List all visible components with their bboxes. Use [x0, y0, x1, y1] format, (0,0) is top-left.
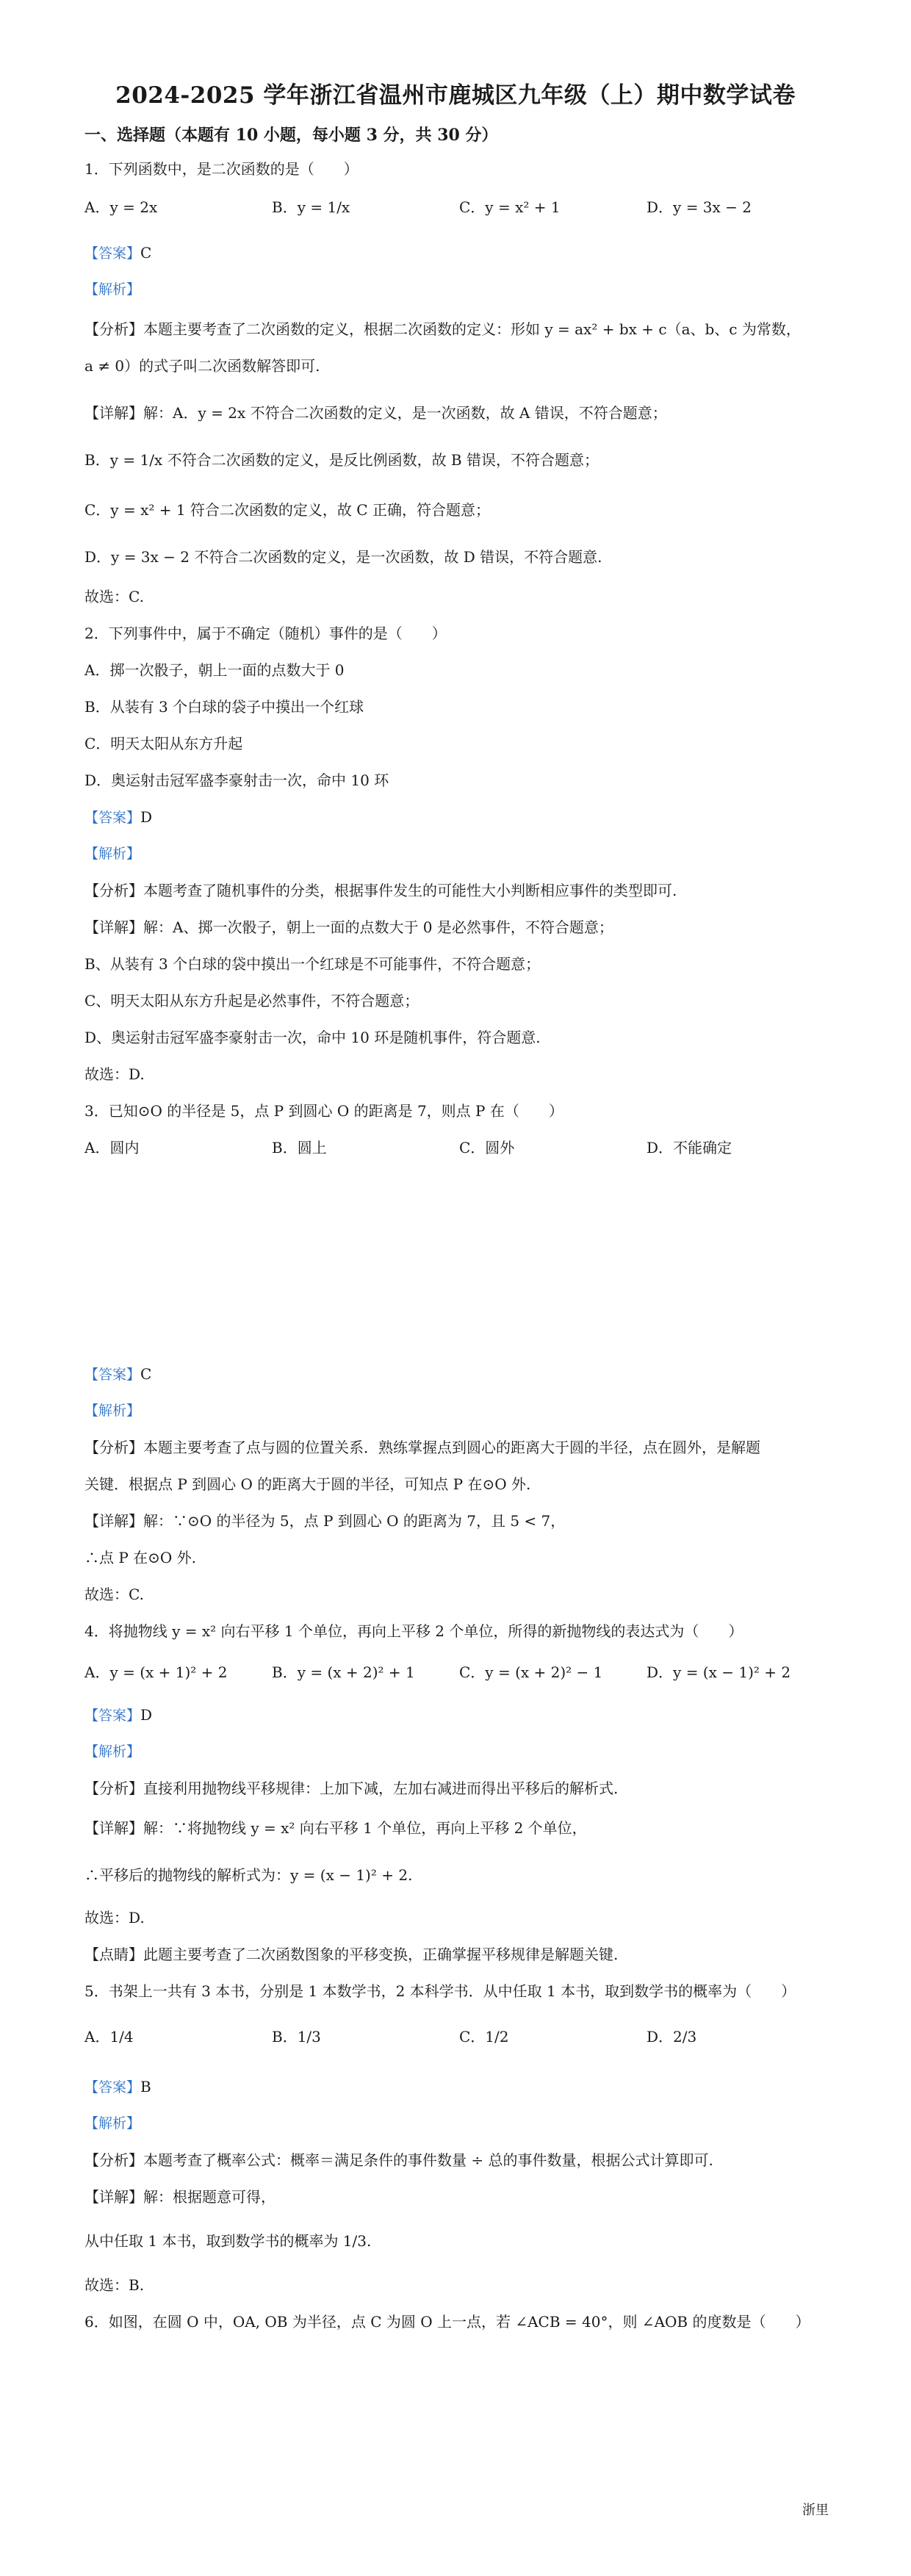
q5-option-c: C．1/2	[459, 2028, 509, 2046]
q3-option-d: D．不能确定	[647, 1139, 732, 1156]
q2-analysis-label: 【解析】	[84, 846, 141, 862]
q2-answer	[84, 807, 152, 828]
q4-option-c: C．y = (x + 2)² − 1	[459, 1663, 603, 1681]
q3-answer	[84, 1364, 151, 1385]
q1-detail: 【详解】解：A．y = 2x 不符合二次函数的定义，是一次函数，故 A 错误，不符合题意；	[84, 404, 667, 422]
q4-therefore: ∴平移后的抛物线的解析式为：y = (x − 1)² + 2.	[84, 1866, 413, 1884]
q1-fenxi-line2: a ≠ 0）的式子叫二次函数解答即可.	[84, 357, 320, 375]
q4-analysis-label: 【解析】	[84, 1744, 141, 1760]
answer-label: 【答案】	[84, 1367, 141, 1383]
q5-option-a: A．1/4	[84, 2028, 134, 2046]
q5-options	[84, 2026, 841, 2047]
q3-options	[84, 1137, 841, 1158]
q5-detail: 【详解】解：根据题意可得，	[84, 2188, 276, 2206]
q1-answer-value: C	[140, 244, 152, 262]
q3-fenxi-line1: 【分析】本题主要考查了点与圆的位置关系．熟练掌握点到圆心的距离大于圆的半径，点在圆外，是解题	[84, 1439, 760, 1456]
q5-option-d: D．2/3	[647, 2028, 697, 2046]
q3-fenxi-line2: 关键．根据点 P 到圆心 O 的距离大于圆的半径，可知点 P 在⊙O 外.	[84, 1475, 531, 1493]
q1-option-a: A．y = 2x	[84, 198, 158, 216]
q1-detail-c: C．y = x² + 1 符合二次函数的定义，故 C 正确，符合题意；	[84, 501, 490, 519]
q4-choose: 故选：D.	[84, 1909, 145, 1926]
q2-option-a: A．掷一次骰子，朝上一面的点数大于 0	[84, 661, 345, 679]
q4-option-d: D．y = (x − 1)² + 2	[647, 1663, 791, 1681]
q4-option-b: B．y = (x + 2)² + 1	[272, 1663, 415, 1681]
q5-option-b: B．1/3	[272, 2028, 321, 2046]
q5-fenxi: 【分析】本题考查了概率公式：概率＝满足条件的事件数量 ÷ 总的事件数量，根据公式计算即可.	[84, 2151, 713, 2169]
q1-stem: 1．下列函数中，是二次函数的是（ ）	[84, 160, 359, 178]
answer-label: 【答案】	[84, 810, 141, 826]
q2-option-b: B．从装有 3 个白球的袋子中摸出一个红球	[84, 698, 364, 716]
q5-answer-value: B	[140, 2078, 151, 2095]
q3-stem: 3．已知⊙O 的半径是 5，点 P 到圆心 O 的距离是 7，则点 P 在（ ）	[84, 1102, 563, 1120]
q4-options	[84, 1662, 841, 1683]
q4-fenxi: 【分析】直接利用抛物线平移规律：上加下减，左加右减进而得出平移后的解析式.	[84, 1780, 619, 1797]
section-heading: 一、选择题（本题有 10 小题，每小题 3 分，共 30 分）	[84, 126, 498, 145]
q6-stem: 6．如图，在圆 O 中，OA, OB 为半径，点 C 为圆 O 上一点，若 ∠ACB = 40°，则 ∠AOB 的度数是（ ）	[84, 2313, 810, 2331]
q3-analysis-label: 【解析】	[84, 1403, 141, 1419]
q1-analysis-label: 【解析】	[84, 281, 141, 298]
q1-fenxi-line1: 【分析】本题主要考查了二次函数的定义，根据二次函数的定义：形如 y = ax² + bx + c（a、b、c 为常数，	[84, 320, 801, 338]
q4-detail: 【详解】解：∵将抛物线 y = x² 向右平移 1 个单位，再向上平移 2 个单位，	[84, 1819, 587, 1837]
q5-stem: 5．书架上一共有 3 本书，分别是 1 本数学书，2 本科学书．从中任取 1 本书，取到数学书的概率为（ ）	[84, 1982, 796, 2000]
q5-result: 从中任取 1 本书，取到数学书的概率为 1/3.	[84, 2232, 372, 2250]
q2-option-c: C．明天太阳从东方升起	[84, 735, 243, 752]
q5-answer	[84, 2076, 151, 2098]
q1-detail-b: B．y = 1/x 不符合二次函数的定义，是反比例函数，故 B 错误，不符合题意；	[84, 451, 599, 469]
q2-fenxi: 【分析】本题考查了随机事件的分类，根据事件发生的可能性大小判断相应事件的类型即可.	[84, 882, 677, 899]
q1-option-d: D．y = 3x − 2	[647, 198, 752, 216]
q1-options	[84, 197, 841, 217]
q2-answer-value: D	[140, 808, 153, 826]
page-footer: 浙里	[802, 2503, 829, 2518]
q3-option-b: B．圆上	[272, 1139, 327, 1156]
q2-detail-c: C、明天太阳从东方升起是必然事件，不符合题意；	[84, 992, 420, 1010]
q2-detail-d: D、奥运射击冠军盛李豪射击一次，命中 10 环是随机事件，符合题意.	[84, 1029, 541, 1046]
q5-analysis-label: 【解析】	[84, 2115, 141, 2131]
answer-label: 【答案】	[84, 1708, 141, 1724]
q1-detail-d: D．y = 3x − 2 不符合二次函数的定义，是一次函数，故 D 错误，不符合题意.	[84, 548, 602, 566]
q5-choose: 故选：B.	[84, 2276, 145, 2294]
q2-option-d: D．奥运射击冠军盛李豪射击一次，命中 10 环	[84, 771, 389, 789]
page-title: 2024-2025 学年浙江省温州市鹿城区九年级（上）期中数学试卷	[115, 82, 796, 109]
q3-detail: 【详解】解：∵⊙O 的半径为 5，点 P 到圆心 O 的距离为 7，且 5 < 7，	[84, 1512, 566, 1530]
q3-therefore: ∴点 P 在⊙O 外.	[84, 1549, 197, 1566]
q4-option-a: A．y = (x + 1)² + 2	[84, 1663, 228, 1681]
answer-label: 【答案】	[84, 2079, 141, 2095]
q3-option-c: C．圆外	[459, 1139, 515, 1156]
answer-label: 【答案】	[84, 245, 141, 262]
q2-detail-b: B、从装有 3 个白球的袋中摸出一个红球是不可能事件，不符合题意；	[84, 955, 541, 973]
q1-answer	[84, 242, 151, 264]
q1-option-b: B．y = 1/x	[272, 198, 350, 216]
q1-choose: 故选：C.	[84, 588, 144, 605]
q3-option-a: A．圆内	[84, 1139, 140, 1156]
q2-detail: 【详解】解：A、掷一次骰子，朝上一面的点数大于 0 是必然事件，不符合题意；	[84, 918, 613, 936]
q2-choose: 故选：D.	[84, 1065, 145, 1083]
q2-stem: 2．下列事件中，属于不确定（随机）事件的是（ ）	[84, 625, 447, 642]
q1-option-c: C．y = x² + 1	[459, 198, 561, 216]
q4-answer-value: D	[140, 1706, 153, 1724]
q3-choose: 故选：C.	[84, 1586, 144, 1603]
q4-dianjing: 【点睛】此题主要考查了二次函数图象的平移变换，正确掌握平移规律是解题关键.	[84, 1946, 619, 1963]
q4-answer	[84, 1705, 152, 1726]
q3-answer-value: C	[140, 1365, 152, 1383]
q4-stem: 4．将抛物线 y = x² 向右平移 1 个单位，再向上平移 2 个单位，所得的新抛物线的表达式为（ ）	[84, 1622, 743, 1640]
